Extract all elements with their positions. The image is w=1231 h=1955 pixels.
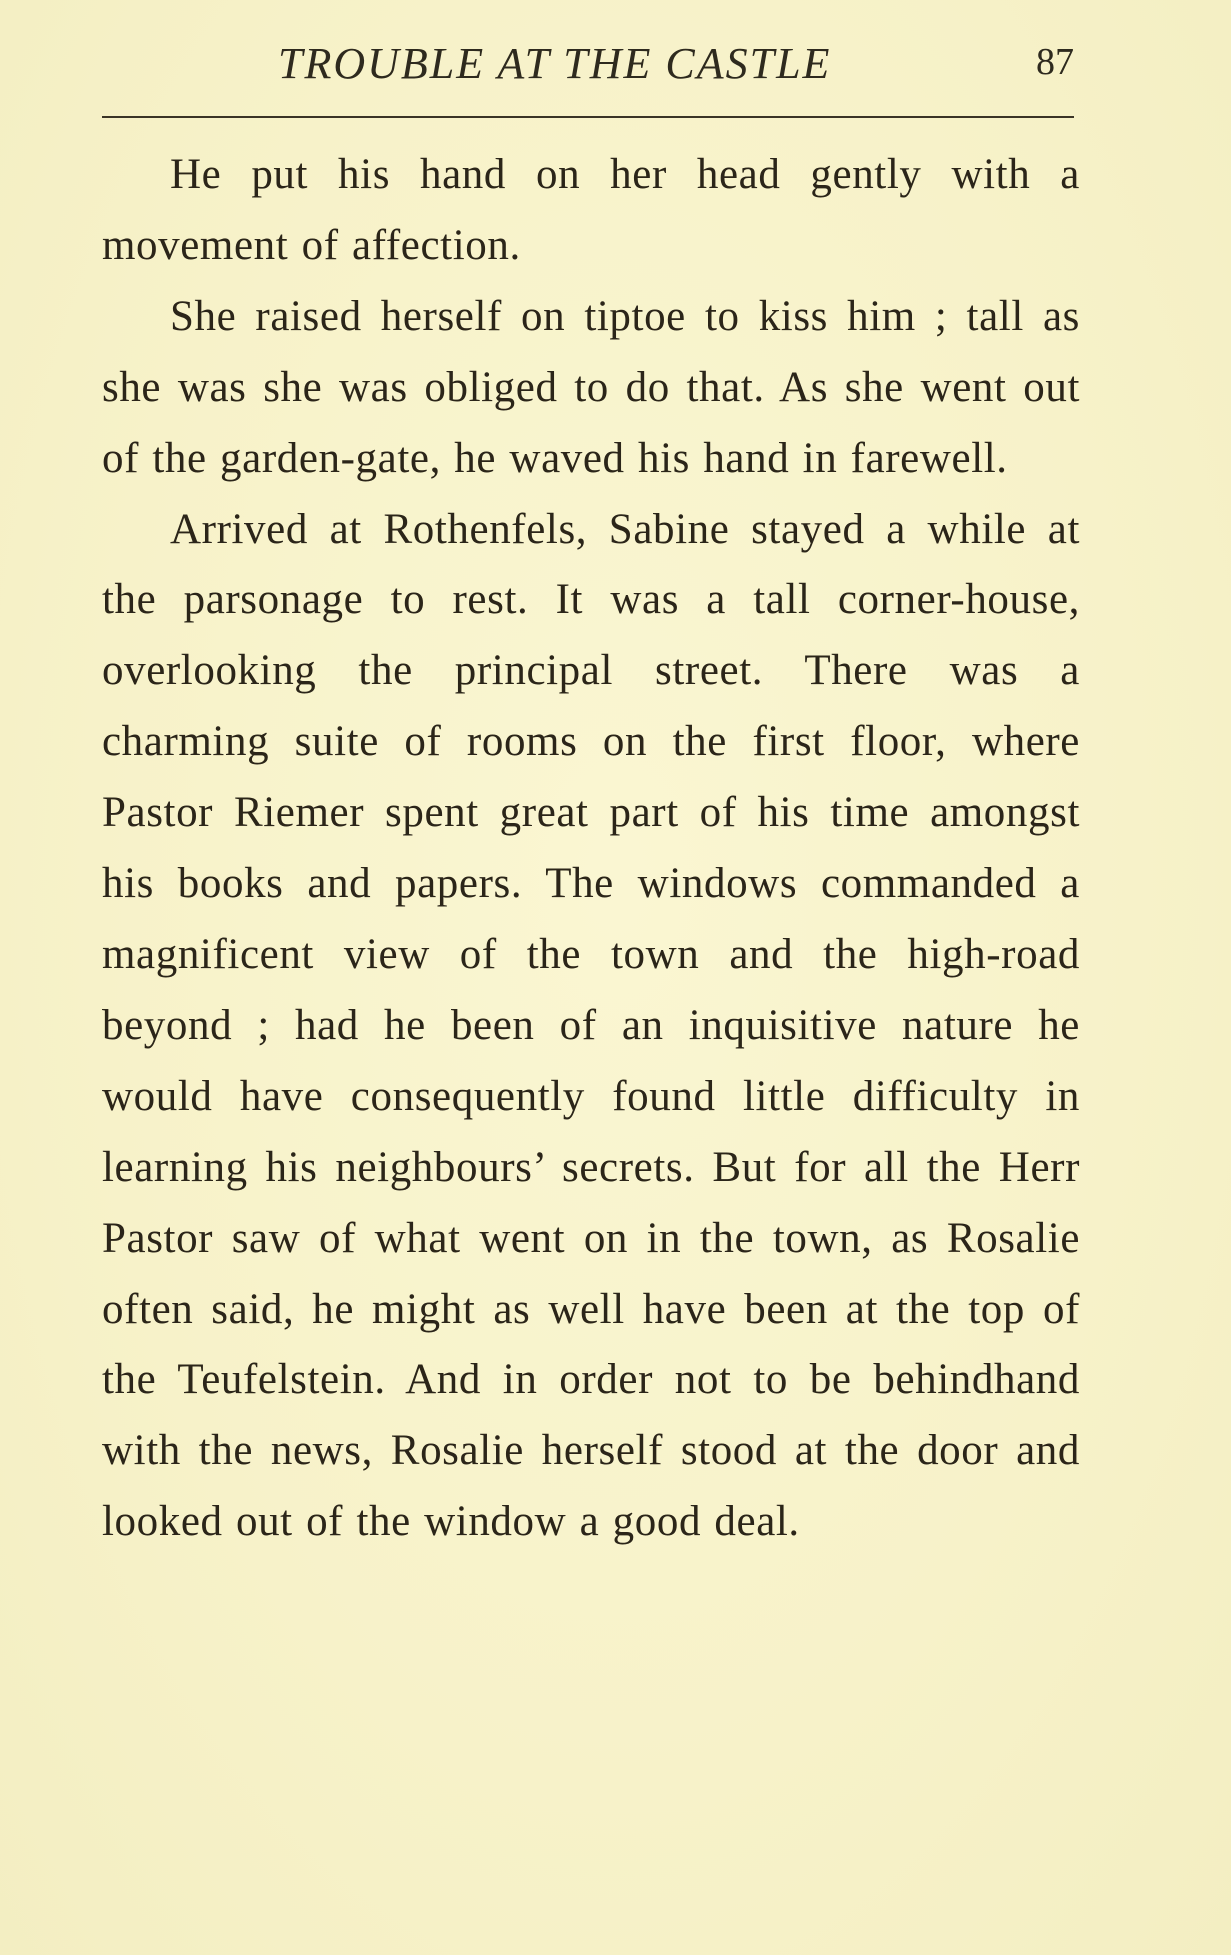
- running-title: TROUBLE AT THE CASTLE: [278, 39, 832, 88]
- page-number: 87: [1036, 41, 1074, 83]
- paragraph-2: She raised herself on tiptoe to kiss him ; tall as she was she was obliged to do that. As she went out of the garden-gate, he waved his hand in farewell.: [102, 292, 1080, 482]
- body-text: [102, 140, 1080, 1558]
- header-rule: [102, 116, 1074, 118]
- paragraph-3: Arrived at Rothenfels, Sabine stayed a while at the parsonage to rest. It was a tall corner-house, overlooking the principal street. There was a charming suite of rooms on the first floor, where Pastor Riemer spent great part of his time amongst his books and papers. The windows commanded a magnificent view of the town and the high-road beyond ; had he been of an inquisitive nature he would have consequently found little difficulty in learning his neighbours’ secrets. But for all the Herr Pastor saw of what went on in the town, as Rosalie often said, he might as well have been at the top of the Teufelstein. And in order not to be behindhand with the news, Rosalie herself stood at the door and looked out of the window a good deal.: [102, 505, 1080, 1546]
- running-head: [102, 32, 1074, 102]
- paragraph-1: He put his hand on her head gently with a movement of affection.: [102, 151, 1080, 269]
